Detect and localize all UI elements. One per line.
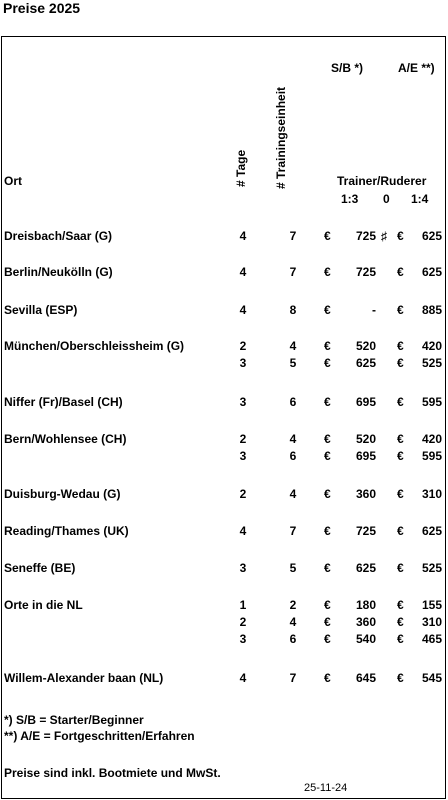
currency-symbol: €	[397, 561, 404, 575]
row-location: Sevilla (ESP)	[4, 303, 78, 317]
cell-tage: 4	[239, 303, 247, 317]
cell-tage: 4	[239, 265, 247, 279]
cell-tage: 3	[239, 561, 247, 575]
currency-symbol: €	[324, 449, 331, 463]
cell-trainingseinheit: 6	[289, 632, 297, 646]
cell-price-sb: 625	[355, 356, 376, 370]
footnote-price-note: Preise sind inkl. Bootmiete und MwSt.	[4, 766, 221, 780]
cell-price-ae: 885	[421, 303, 442, 317]
cell-tage: 1	[239, 598, 247, 612]
currency-symbol: €	[324, 356, 331, 370]
header-trainer-ruderer: Trainer/Ruderer	[337, 174, 427, 188]
cell-trainingseinheit: 7	[289, 524, 297, 538]
header-sb: S/B *)	[331, 61, 364, 75]
currency-symbol: €	[397, 339, 404, 353]
cell-trainingseinheit: 4	[289, 615, 297, 629]
cell-trainingseinheit: 6	[289, 449, 297, 463]
price-table	[1, 36, 446, 799]
header-ratio-13: 1:3	[341, 192, 359, 206]
cell-tage: 4	[239, 524, 247, 538]
cell-price-ae: 625	[421, 524, 442, 538]
date-stamp: 25-11-24	[304, 782, 348, 794]
currency-symbol: €	[397, 356, 404, 370]
cell-tage: 4	[239, 229, 247, 243]
cell-price-sb: 180	[355, 598, 376, 612]
currency-symbol: €	[324, 632, 331, 646]
currency-symbol: €	[397, 449, 404, 463]
currency-symbol: €	[397, 432, 404, 446]
cell-trainingseinheit: 7	[289, 229, 297, 243]
currency-symbol: €	[397, 632, 404, 646]
cell-trainingseinheit: 7	[289, 671, 297, 685]
currency-symbol: €	[324, 598, 331, 612]
currency-symbol: €	[324, 524, 331, 538]
cell-trainingseinheit: 5	[289, 356, 297, 370]
row-location: Orte in die NL	[4, 598, 83, 612]
currency-symbol: €	[324, 265, 331, 279]
cell-price-ae: 595	[421, 395, 442, 409]
currency-symbol: €	[324, 671, 331, 685]
cell-tage: 2	[239, 487, 247, 501]
currency-symbol: €	[397, 615, 404, 629]
row-location: Bern/Wohlensee (CH)	[4, 432, 127, 446]
currency-symbol: €	[397, 487, 404, 501]
cell-tage: 2	[239, 432, 247, 446]
header-tage: # Tage	[234, 149, 248, 187]
cell-tage: 3	[239, 356, 247, 370]
cell-trainingseinheit: 6	[289, 395, 297, 409]
cell-price-sb: 725	[355, 229, 376, 243]
cell-tage: 2	[239, 339, 247, 353]
row-location: Dreisbach/Saar (G)	[4, 229, 113, 243]
cell-price-ae: 625	[421, 229, 442, 243]
cell-trainingseinheit: 5	[289, 561, 297, 575]
header-ratio-0: 0	[383, 192, 390, 206]
currency-symbol: €	[397, 598, 404, 612]
currency-symbol: €	[324, 339, 331, 353]
cell-price-sb: 725	[355, 524, 376, 538]
footnote-sb: *) S/B = Starter/Beginner	[4, 713, 144, 727]
cell-price-sb: 360	[355, 615, 376, 629]
cell-tage: 3	[239, 449, 247, 463]
cell-price-ae: 545	[421, 671, 442, 685]
cell-price-ae: 595	[421, 449, 442, 463]
cell-price-sb: -	[372, 303, 376, 317]
cell-tage: 3	[239, 395, 247, 409]
cell-price-ae: 310	[421, 615, 442, 629]
cell-price-ae: 525	[421, 356, 442, 370]
cell-trainingseinheit: 4	[289, 432, 297, 446]
currency-symbol: €	[397, 229, 404, 243]
header-ae: A/E **)	[398, 61, 435, 75]
cell-trainingseinheit: 7	[289, 265, 297, 279]
row-location: Berlin/Neukölln (G)	[4, 265, 113, 279]
cell-price-sb: 360	[355, 487, 376, 501]
cell-tage: 2	[239, 615, 247, 629]
cell-price-sb: 695	[355, 395, 376, 409]
cell-price-ae: 525	[421, 561, 442, 575]
cell-price-sb: 695	[355, 449, 376, 463]
cell-price-sb: 520	[355, 432, 376, 446]
currency-symbol: €	[324, 229, 331, 243]
row-location: Willem-Alexander baan (NL)	[4, 671, 164, 685]
cell-trainingseinheit: 8	[289, 303, 297, 317]
cell-price-ae: 420	[421, 432, 442, 446]
cell-tage: 3	[239, 632, 247, 646]
row-location: Seneffe (BE)	[4, 561, 76, 575]
currency-symbol: €	[324, 487, 331, 501]
cell-price-ae: 310	[421, 487, 442, 501]
page-title: Preise 2025	[3, 0, 81, 16]
header-ratio-14: 1:4	[411, 192, 429, 206]
cell-tage: 4	[239, 671, 247, 685]
cell-price-sb: 520	[355, 339, 376, 353]
cell-trainingseinheit: 4	[289, 487, 297, 501]
cell-price-sb: 540	[355, 632, 376, 646]
footnote-ae: **) A/E = Fortgeschritten/Erfahren	[4, 729, 195, 743]
currency-symbol: €	[324, 432, 331, 446]
cell-price-ae: 420	[421, 339, 442, 353]
cell-trainingseinheit: 4	[289, 339, 297, 353]
header-trainingseinheit: # Trainingseinheit	[274, 86, 288, 189]
row-mark: ♯	[381, 229, 387, 243]
currency-symbol: €	[324, 395, 331, 409]
row-location: Reading/Thames (UK)	[4, 524, 129, 538]
cell-price-ae: 155	[421, 598, 442, 612]
currency-symbol: €	[397, 395, 404, 409]
currency-symbol: €	[397, 524, 404, 538]
row-location: Niffer (Fr)/Basel (CH)	[4, 395, 123, 409]
currency-symbol: €	[397, 303, 404, 317]
cell-trainingseinheit: 2	[289, 598, 297, 612]
row-location: München/Oberschleissheim (G)	[4, 339, 185, 353]
currency-symbol: €	[324, 615, 331, 629]
header-ort: Ort	[4, 174, 22, 188]
cell-price-ae: 625	[421, 265, 442, 279]
currency-symbol: €	[397, 671, 404, 685]
cell-price-sb: 725	[355, 265, 376, 279]
row-location: Duisburg-Wedau (G)	[4, 487, 121, 501]
cell-price-sb: 625	[355, 561, 376, 575]
cell-price-ae: 465	[421, 632, 442, 646]
currency-symbol: €	[324, 303, 331, 317]
currency-symbol: €	[324, 561, 331, 575]
cell-price-sb: 645	[355, 671, 376, 685]
currency-symbol: €	[397, 265, 404, 279]
